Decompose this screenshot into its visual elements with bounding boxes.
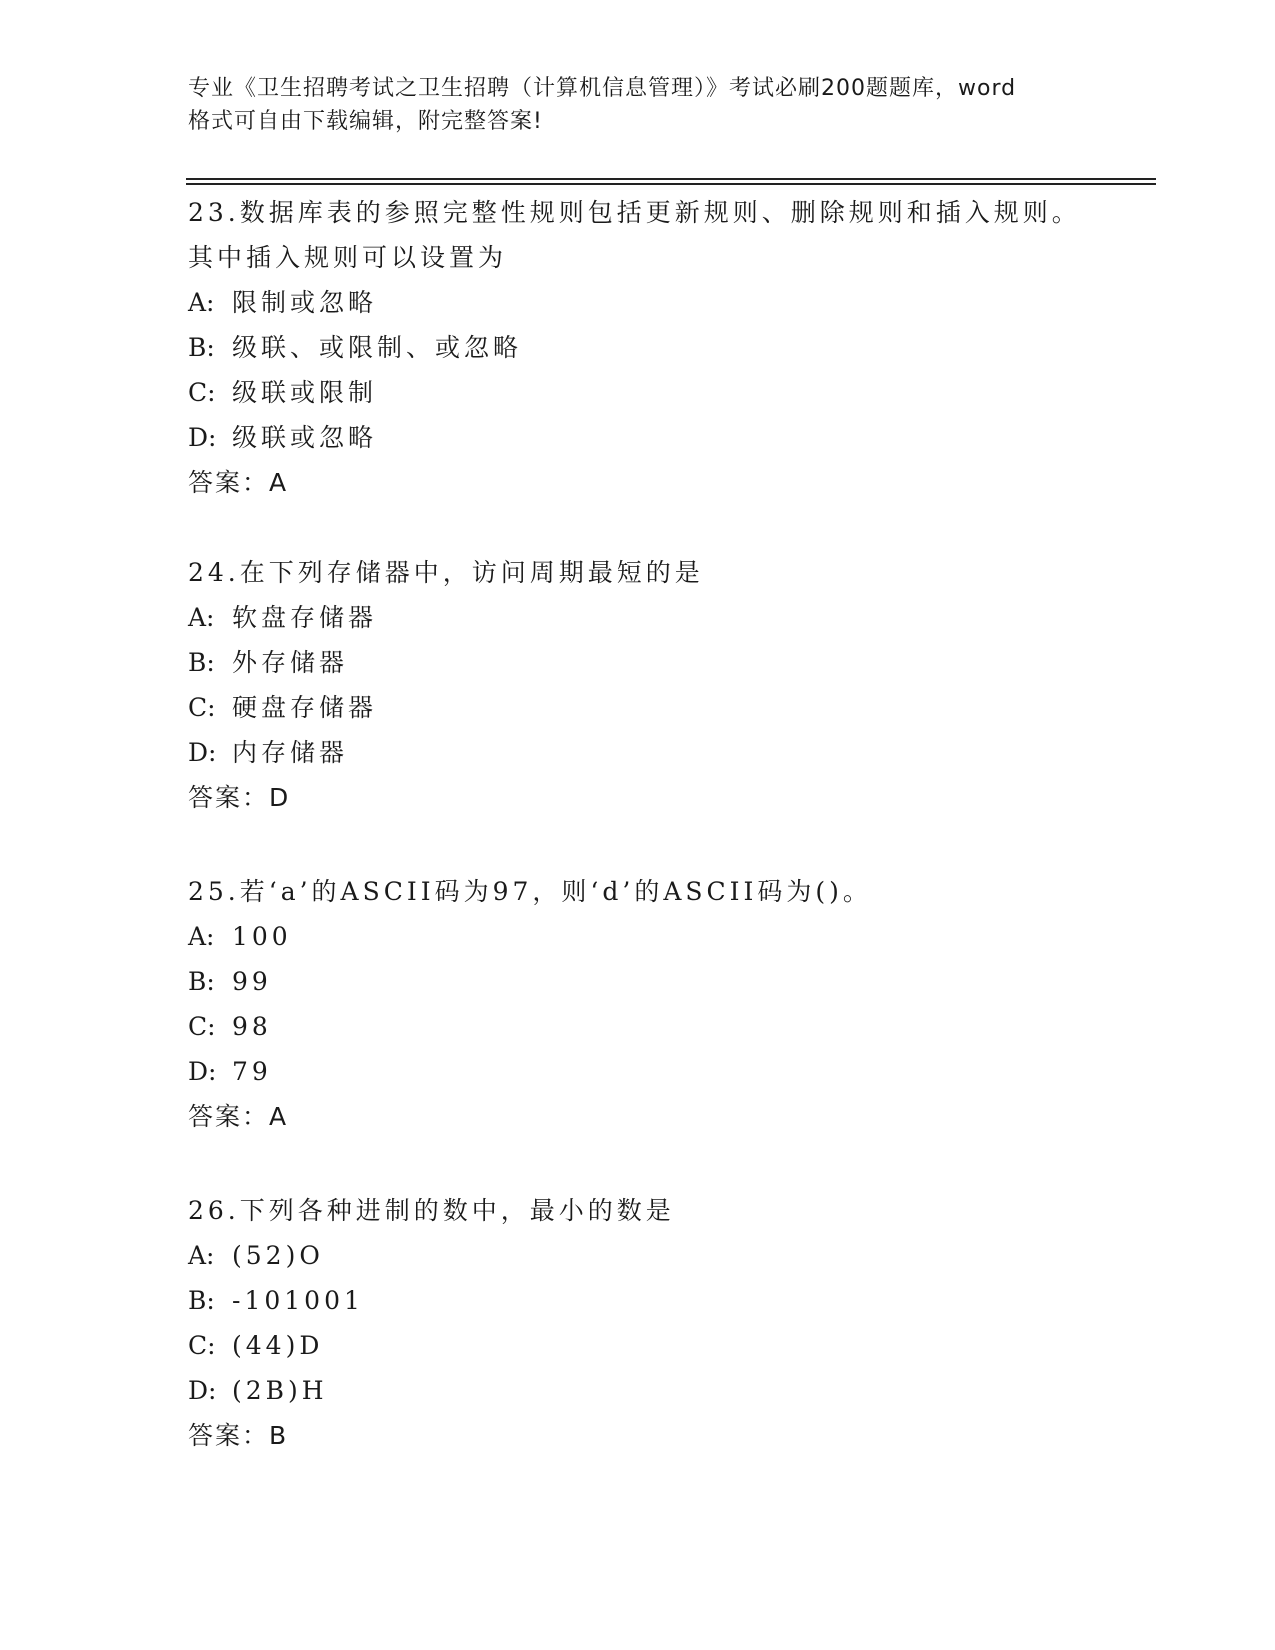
option-a [188, 595, 1128, 640]
option-letter: B: [188, 1286, 215, 1315]
option-letter: A: [188, 603, 215, 632]
option-letter: D: [188, 738, 217, 767]
option-text: 级联或忽略 [232, 423, 378, 452]
option-a [188, 280, 1128, 325]
option-a [188, 1233, 1128, 1278]
answer-line: 答案：A [188, 1102, 289, 1131]
question-23 [188, 190, 1128, 505]
option-b [188, 640, 1128, 685]
header-divider-bottom [186, 183, 1156, 185]
option-d [188, 1049, 1128, 1094]
option-b [188, 325, 1128, 370]
header-line-1: 专业《卫生招聘考试之卫生招聘（计算机信息管理）》考试必刷200题题库，word [188, 76, 1017, 101]
header-divider-top [186, 178, 1156, 180]
option-letter: C: [188, 1012, 216, 1041]
document-header [188, 72, 1088, 138]
option-text: (2B)H [232, 1376, 328, 1405]
option-text: 级联或限制 [232, 378, 378, 407]
option-text: 级联、或限制、或忽略 [232, 333, 523, 362]
option-letter: C: [188, 378, 216, 407]
question-24 [188, 550, 1128, 820]
option-d [188, 730, 1128, 775]
option-text: 79 [232, 1057, 272, 1086]
question-stem: 23.数据库表的参照完整性规则包括更新规则、删除规则和插入规则。 [188, 198, 1081, 227]
option-d [188, 415, 1128, 460]
option-text: 硬盘存储器 [232, 693, 378, 722]
question-26 [188, 1188, 1128, 1458]
option-letter: B: [188, 333, 215, 362]
question-stem-continued: 其中插入规则可以设置为 [188, 243, 508, 272]
option-text: (44)D [232, 1331, 324, 1360]
option-a [188, 914, 1128, 959]
option-letter: D: [188, 1376, 217, 1405]
option-b [188, 959, 1128, 1004]
option-text: -101001 [232, 1286, 364, 1315]
option-letter: B: [188, 648, 215, 677]
option-c [188, 1004, 1128, 1049]
question-25 [188, 869, 1128, 1139]
option-letter: A: [188, 922, 215, 951]
option-letter: C: [188, 693, 216, 722]
option-letter: D: [188, 1057, 217, 1086]
option-text: (52)O [232, 1241, 324, 1270]
option-text: 99 [232, 967, 272, 996]
option-text: 100 [232, 922, 292, 951]
option-text: 限制或忽略 [232, 288, 378, 317]
option-d [188, 1368, 1128, 1413]
option-letter: D: [188, 423, 217, 452]
option-text: 98 [232, 1012, 272, 1041]
option-letter: A: [188, 1241, 215, 1270]
answer-line: 答案：B [188, 1421, 289, 1450]
option-b [188, 1278, 1128, 1323]
option-text: 内存储器 [232, 738, 349, 767]
option-c [188, 370, 1128, 415]
option-letter: B: [188, 967, 215, 996]
option-letter: A: [188, 288, 215, 317]
answer-line: 答案：D [188, 783, 291, 812]
option-letter: C: [188, 1331, 216, 1360]
option-c [188, 1323, 1128, 1368]
question-stem: 26.下列各种进制的数中，最小的数是 [188, 1196, 675, 1225]
answer-line: 答案：A [188, 468, 289, 497]
header-line-2: 格式可自由下载编辑，附完整答案! [188, 109, 543, 134]
option-text: 外存储器 [232, 648, 349, 677]
option-text: 软盘存储器 [232, 603, 378, 632]
question-stem: 25.若‘a’的ASCII码为97，则‘d’的ASCII码为()。 [188, 877, 872, 906]
question-stem: 24.在下列存储器中，访问周期最短的是 [188, 558, 704, 587]
option-c [188, 685, 1128, 730]
